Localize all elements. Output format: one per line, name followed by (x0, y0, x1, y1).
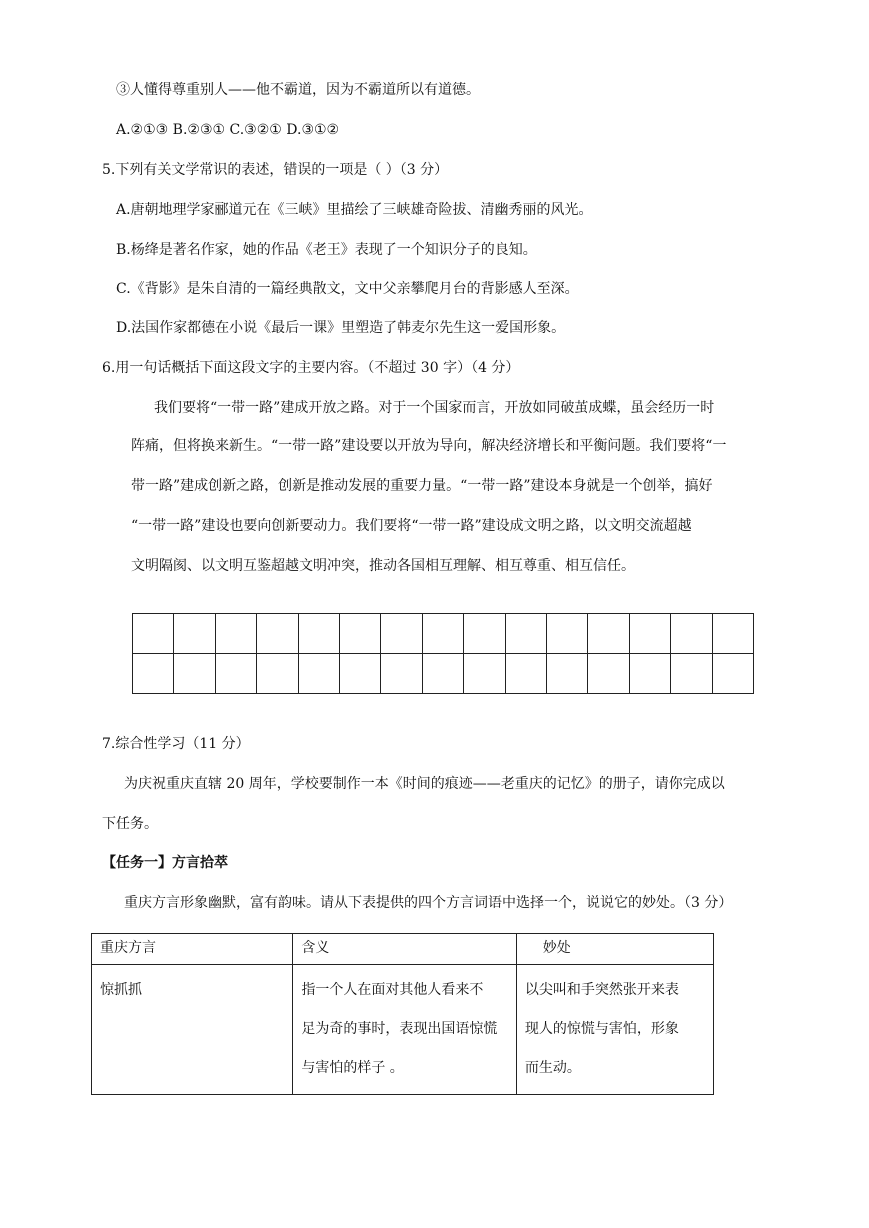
q7-intro-line-1: 为庆祝重庆直辖 20 周年，学校要制作一本《时间的痕迹——老重庆的记忆》的册子，请你完成以 (124, 776, 725, 792)
answer-cell[interactable] (340, 614, 381, 654)
passage-line-2: 阵痛，但将换来新生。“一带一路”建设要以开放为导向，解决经济增长和平衡问题。我们要将“一 (131, 438, 727, 454)
passage-line-1: 我们要将“一带一路”建成开放之路。对于一个国家而言，开放如同破茧成蝶，虽会经历一时 (154, 400, 715, 416)
answer-cell[interactable] (464, 654, 505, 694)
answer-cell[interactable] (133, 614, 174, 654)
passage-line-4: “一带一路”建设也要向创新要动力。我们要将“一带一路”建设成文明之路，以文明交流超越 (131, 518, 692, 534)
q5-stem: 5.下列有关文学常识的表述，错误的一项是（ ）（3 分） (102, 162, 449, 178)
answer-cell[interactable] (713, 654, 754, 694)
answer-cell[interactable] (713, 614, 754, 654)
answer-cell[interactable] (174, 654, 215, 694)
q7-stem: 7.综合性学习（11 分） (102, 736, 250, 752)
answer-cell[interactable] (423, 654, 464, 694)
cell-dialect-word: 惊抓抓 (92, 965, 293, 1095)
answer-grid (132, 613, 754, 694)
answer-cell[interactable] (381, 614, 422, 654)
answer-cell[interactable] (506, 654, 547, 694)
q5-option-d: D.法国作家都德在小说《最后一课》里塑造了韩麦尔先生这一爱国形象。 (116, 320, 566, 336)
task1-title: 【任务一】方言拾萃 (102, 855, 228, 871)
answer-cell[interactable] (547, 654, 588, 694)
answer-cell[interactable] (588, 614, 629, 654)
cell-meaning: 指一个人在面对其他人看来不 足为奇的事时，表现出国语惊慌 与害怕的样子 。 (293, 965, 517, 1095)
answer-cell[interactable] (257, 654, 298, 694)
answer-cell[interactable] (381, 654, 422, 694)
task1-description: 重庆方言形象幽默，富有韵味。请从下表提供的四个方言词语中选择一个，说说它的妙处。（3 分） (124, 895, 733, 911)
answer-cell[interactable] (588, 654, 629, 694)
q5-option-c: C.《背影》是朱自清的一篇经典散文，文中父亲攀爬月台的背影感人至深。 (116, 281, 579, 297)
table-row (92, 965, 714, 1095)
answer-cell[interactable] (630, 614, 671, 654)
q5-option-a: A.唐朝地理学家郦道元在《三峡》里描绘了三峡雄奇险拔、清幽秀丽的风光。 (116, 202, 593, 218)
answer-cell[interactable] (547, 614, 588, 654)
answer-cell[interactable] (299, 614, 340, 654)
answer-cell[interactable] (216, 614, 257, 654)
cell-merit: 以尖叫和手突然张开来表 现人的惊慌与害怕，形象 而生动。 (516, 965, 713, 1095)
answer-cell[interactable] (423, 614, 464, 654)
header-merit: 妙处 (516, 934, 713, 965)
answer-cell[interactable] (340, 654, 381, 694)
q7-intro-line-2: 下任务。 (102, 816, 158, 832)
passage-line-3: 带一路”建成创新之路，创新是推动发展的重要力量。“一带一路”建设本身就是一个创举，搞好 (131, 478, 713, 494)
answer-cell[interactable] (671, 614, 712, 654)
q6-stem: 6.用一句话概括下面这段文字的主要内容。（不超过 30 字）（4 分） (102, 360, 520, 376)
q5-option-b: B.杨绛是著名作家，她的作品《老王》表现了一个知识分子的良知。 (116, 242, 537, 258)
answer-cell[interactable] (671, 654, 712, 694)
answer-cell[interactable] (216, 654, 257, 694)
answer-cell[interactable] (464, 614, 505, 654)
answer-cell[interactable] (174, 614, 215, 654)
answer-cell[interactable] (630, 654, 671, 694)
dialect-table (91, 933, 714, 1095)
answer-cell[interactable] (133, 654, 174, 694)
q4-options: A.②①③ B.②③① C.③②① D.③①② (116, 122, 340, 138)
answer-cell[interactable] (299, 654, 340, 694)
header-meaning: 含义 (293, 934, 517, 965)
passage-line-5: 文明隔阂、以文明互鉴超越文明冲突，推动各国相互理解、相互尊重、相互信任。 (131, 558, 635, 574)
answer-cell[interactable] (506, 614, 547, 654)
header-dialect: 重庆方言 (92, 934, 293, 965)
answer-cell[interactable] (257, 614, 298, 654)
table-header-row (92, 934, 714, 965)
list-item-3: ③人懂得尊重别人——他不霸道，因为不霸道所以有道德。 (116, 82, 480, 98)
